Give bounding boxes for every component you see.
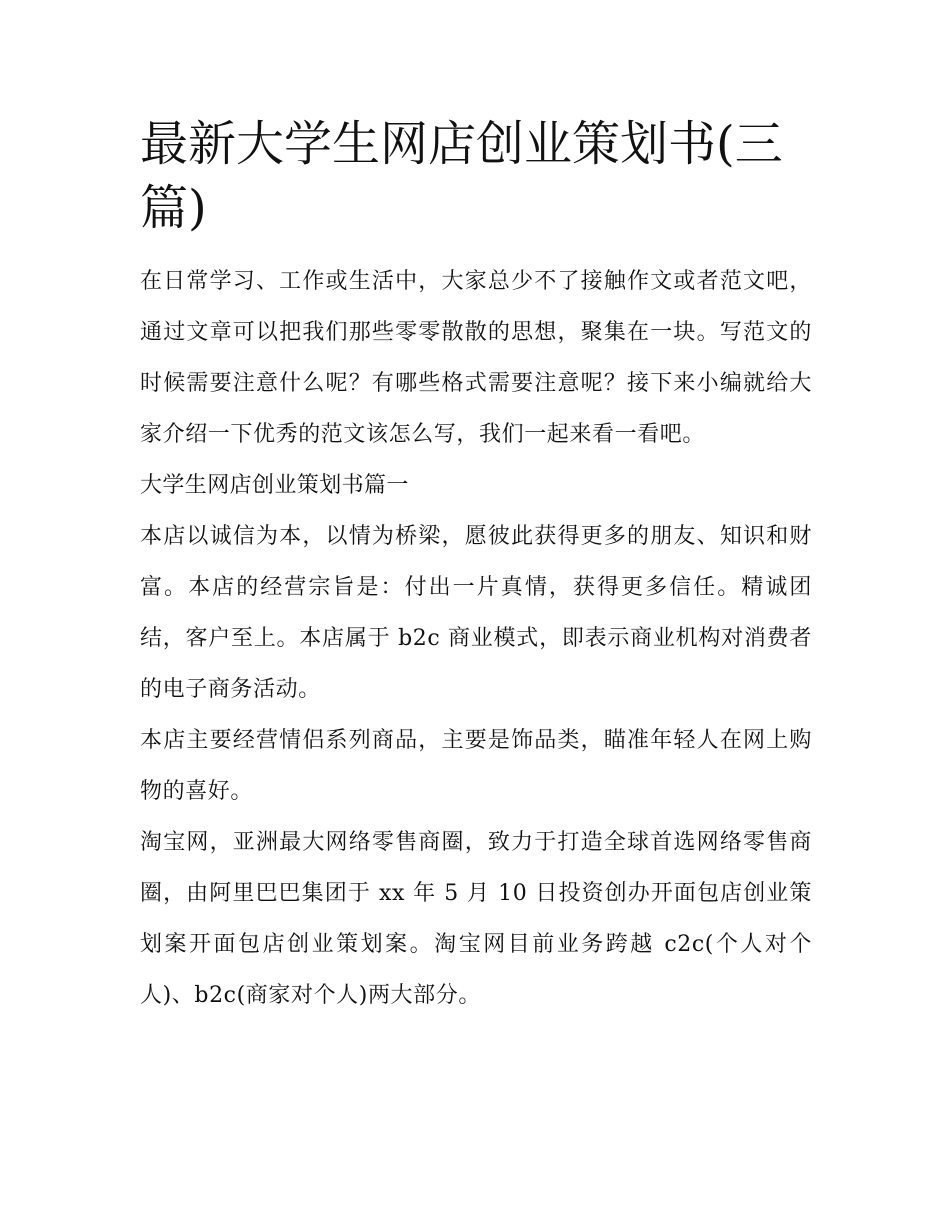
intro-paragraph: 在日常学习、工作或生活中，大家总少不了接触作文或者范文吧，通过文章可以把我们那些零零散散的思想，聚集在一块。写范文的时候需要注意什么呢？有哪些格式需要注意呢？接下来小编就给大家介绍一下优秀的范文该怎么写，我们一起来看一看吧。 <box>140 269 812 447</box>
body-paragraph: 淘宝网，亚洲最大网络零售商圈，致力于打造全球首选网络零售商圈，由阿里巴巴集团于 xx 年 5 月 10 日投资创办开面包店创业策划案开面包店创业策划案。淘宝网目前业务跨越 c2c(个人对个人)、b2c(商家对个人)两大部分。 <box>140 830 812 1008</box>
body-paragraph: 本店以诚信为本，以情为桥梁，愿彼此获得更多的朋友、知识和财富。本店的经营宗旨是：付出一片真情，获得更多信任。精诚团结，客户至上。本店属于 b2c 商业模式，即表示商业机构对消费者的电子商务活动。 <box>140 524 812 702</box>
section-heading: 大学生网店创业策划书篇一 <box>140 473 409 498</box>
document-page <box>140 112 812 1021</box>
document-title: 最新大学生网店创业策划书(三篇) <box>140 116 783 236</box>
body-paragraph: 本店主要经营情侣系列商品，主要是饰品类，瞄准年轻人在网上购物的喜好。 <box>140 728 812 804</box>
